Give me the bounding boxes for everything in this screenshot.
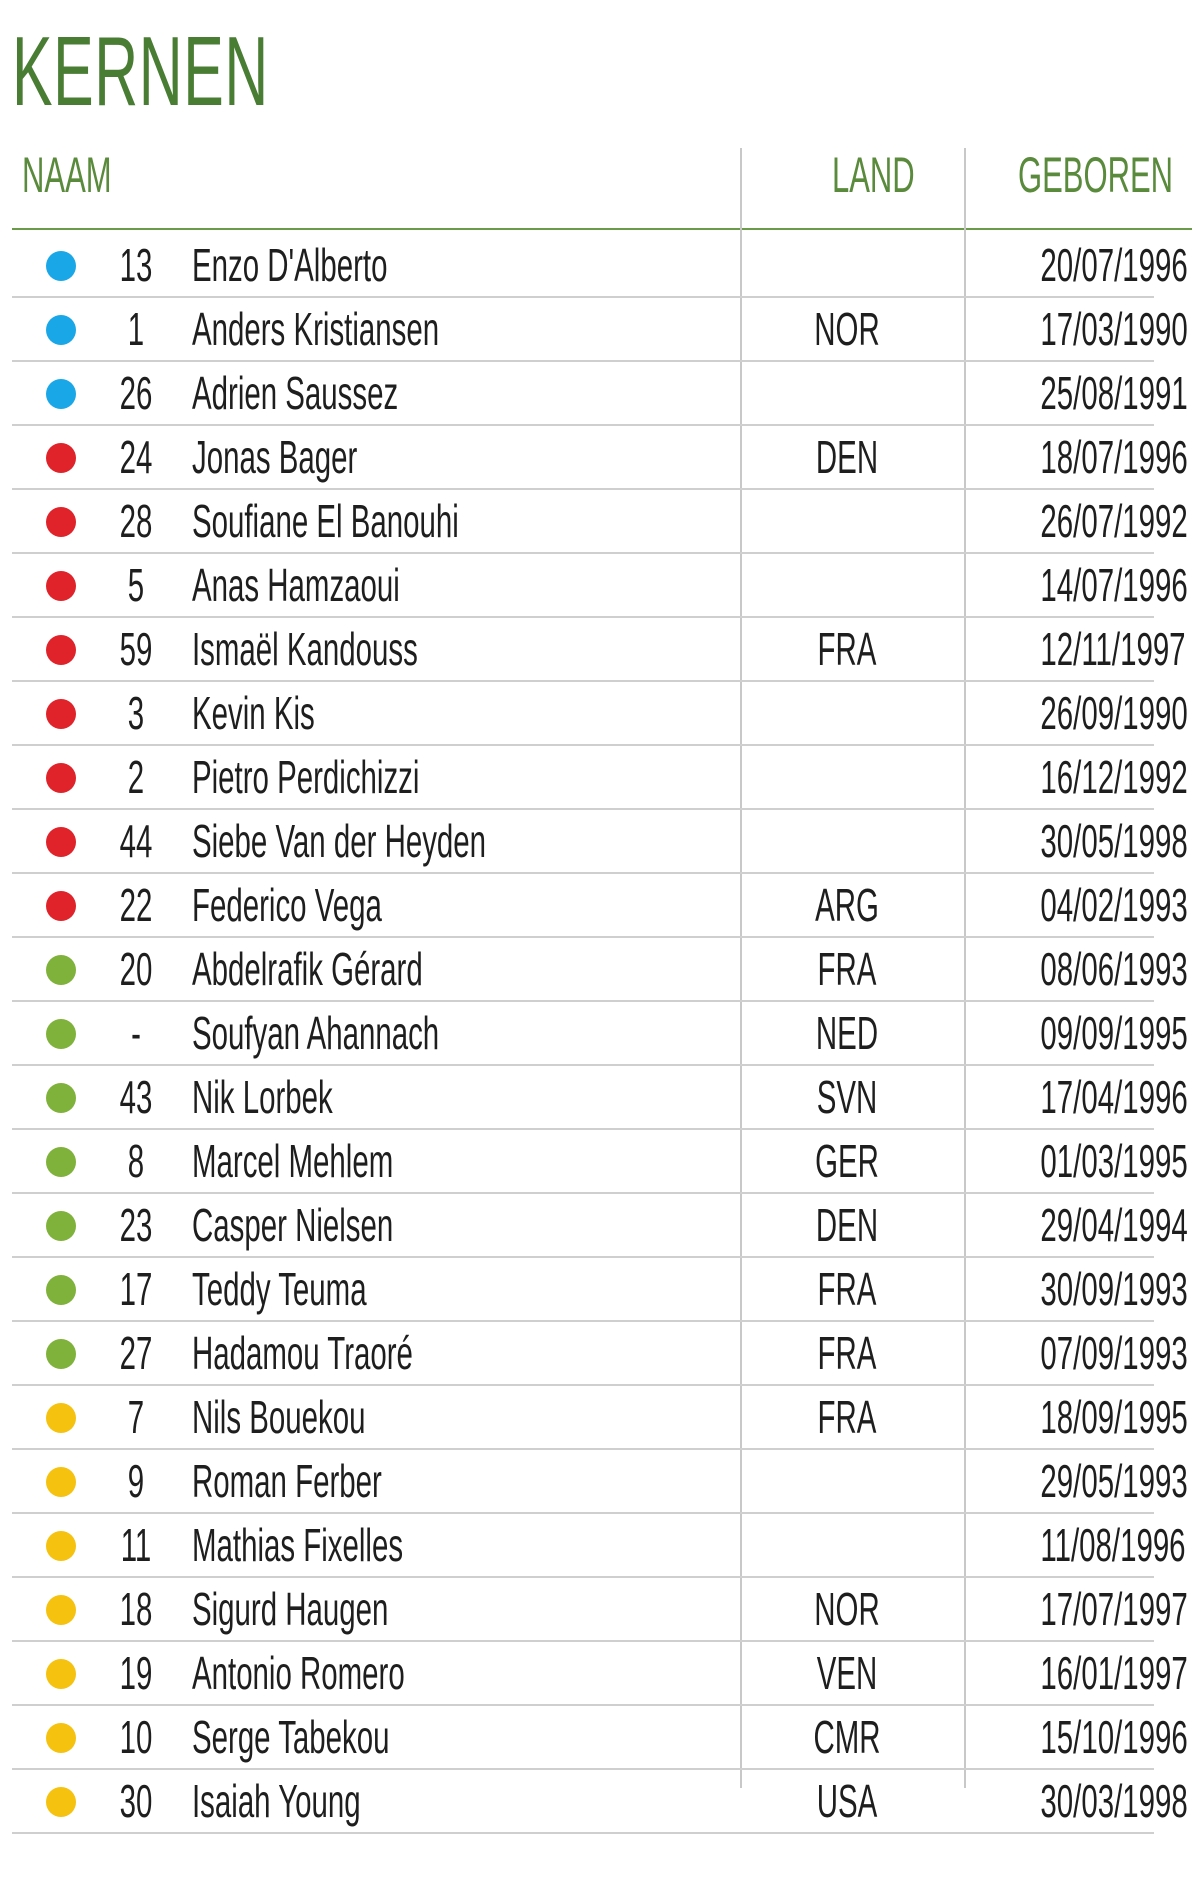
player-number: 11 xyxy=(120,1519,152,1571)
header-naam: NAAM xyxy=(22,147,112,203)
player-birthdate: 17/04/1996 xyxy=(1040,1071,1188,1123)
player-name: Adrien Saussez xyxy=(192,367,399,419)
position-dot-icon xyxy=(46,379,76,409)
player-birthdate: 26/07/1992 xyxy=(1040,495,1188,547)
player-birthdate: 14/07/1996 xyxy=(1040,559,1188,611)
player-number: 20 xyxy=(119,943,153,995)
player-country: GER xyxy=(815,1135,879,1187)
player-number: 17 xyxy=(119,1263,153,1315)
position-dot-icon xyxy=(46,1147,76,1177)
player-number: 13 xyxy=(119,239,153,291)
player-number: 43 xyxy=(119,1071,153,1123)
player-country: SVN xyxy=(816,1071,878,1123)
position-dot-icon xyxy=(46,955,76,985)
position-dot-icon xyxy=(46,1403,76,1433)
player-birthdate: 17/03/1990 xyxy=(1040,303,1188,355)
table-row xyxy=(12,1130,1188,1194)
player-birthdate: 17/07/1997 xyxy=(1040,1583,1188,1635)
player-country: FRA xyxy=(817,1263,877,1315)
player-name: Sigurd Haugen xyxy=(192,1583,389,1635)
table-header xyxy=(12,147,1192,230)
player-birthdate: 16/01/1997 xyxy=(1040,1647,1188,1699)
player-birthdate: 11/08/1996 xyxy=(1040,1519,1186,1571)
player-number: 59 xyxy=(119,623,153,675)
table-row xyxy=(12,1514,1186,1578)
table-row xyxy=(12,1450,1188,1514)
player-birthdate: 26/09/1990 xyxy=(1040,687,1188,739)
position-dot-icon xyxy=(46,571,76,601)
table-row xyxy=(12,810,1188,874)
table-row xyxy=(12,554,1188,618)
player-number: 24 xyxy=(119,431,153,483)
table-row xyxy=(12,426,1188,490)
player-name: Isaiah Young xyxy=(192,1775,361,1827)
table-row xyxy=(12,1642,1188,1706)
table-row xyxy=(12,618,1186,682)
player-name: Anders Kristiansen xyxy=(192,303,440,355)
position-dot-icon xyxy=(46,1019,76,1049)
player-name: Kevin Kis xyxy=(192,687,315,739)
player-number: 27 xyxy=(119,1327,153,1379)
player-birthdate: 25/08/1991 xyxy=(1040,367,1188,419)
table-row xyxy=(12,1322,1188,1386)
player-name: Ismaël Kandouss xyxy=(192,623,418,675)
position-dot-icon xyxy=(46,1595,76,1625)
table-row xyxy=(12,874,1188,938)
position-dot-icon xyxy=(46,443,76,473)
page-title: KERNEN xyxy=(12,16,269,126)
player-birthdate: 29/04/1994 xyxy=(1040,1199,1188,1251)
player-birthdate: 30/09/1993 xyxy=(1040,1263,1188,1315)
player-birthdate: 12/11/1997 xyxy=(1040,623,1186,675)
player-country: NOR xyxy=(814,1583,880,1635)
player-country: USA xyxy=(816,1775,878,1827)
position-dot-icon xyxy=(46,315,76,345)
player-number: 28 xyxy=(119,495,153,547)
player-number: 22 xyxy=(119,879,153,931)
position-dot-icon xyxy=(46,1467,76,1497)
position-dot-icon xyxy=(46,891,76,921)
table-row xyxy=(12,938,1188,1002)
player-name: Anas Hamzaoui xyxy=(192,559,400,611)
player-name: Casper Nielsen xyxy=(192,1199,394,1251)
position-dot-icon xyxy=(46,1723,76,1753)
player-birthdate: 15/10/1996 xyxy=(1040,1711,1188,1763)
player-number: - xyxy=(131,1007,141,1059)
player-table xyxy=(12,234,1188,1834)
table-row xyxy=(12,234,1188,298)
position-dot-icon xyxy=(46,1659,76,1689)
position-dot-icon xyxy=(46,763,76,793)
player-country: NOR xyxy=(814,303,880,355)
player-name: Abdelrafik Gérard xyxy=(192,943,423,995)
table-row xyxy=(12,1258,1188,1322)
table-row xyxy=(12,1578,1188,1642)
player-birthdate: 18/07/1996 xyxy=(1040,431,1188,483)
player-name: Enzo D'Alberto xyxy=(192,239,388,291)
player-name: Soufiane El Banouhi xyxy=(192,495,459,547)
player-name: Roman Ferber xyxy=(192,1455,382,1507)
player-name: Marcel Mehlem xyxy=(192,1135,394,1187)
position-dot-icon xyxy=(46,1083,76,1113)
player-number: 18 xyxy=(119,1583,153,1635)
player-birthdate: 18/09/1995 xyxy=(1040,1391,1188,1443)
player-country: NED xyxy=(815,1007,879,1059)
player-number: 7 xyxy=(127,1391,145,1443)
player-name: Soufyan Ahannach xyxy=(192,1007,440,1059)
player-birthdate: 04/02/1993 xyxy=(1040,879,1188,931)
player-country: FRA xyxy=(817,943,877,995)
player-birthdate: 20/07/1996 xyxy=(1040,239,1188,291)
player-number: 19 xyxy=(119,1647,153,1699)
player-country: CMR xyxy=(813,1711,881,1763)
position-dot-icon xyxy=(46,635,76,665)
player-birthdate: 01/03/1995 xyxy=(1040,1135,1188,1187)
player-birthdate: 29/05/1993 xyxy=(1040,1455,1188,1507)
table-row xyxy=(12,362,1188,426)
table-row xyxy=(12,746,1188,810)
position-dot-icon xyxy=(46,507,76,537)
table-row xyxy=(12,1066,1188,1130)
player-country: FRA xyxy=(817,623,877,675)
player-number: 5 xyxy=(127,559,145,611)
player-number: 44 xyxy=(119,815,153,867)
position-dot-icon xyxy=(46,827,76,857)
player-birthdate: 16/12/1992 xyxy=(1040,751,1188,803)
player-country: FRA xyxy=(817,1391,877,1443)
position-dot-icon xyxy=(46,1787,76,1817)
header-land: LAND xyxy=(832,147,915,203)
player-name: Siebe Van der Heyden xyxy=(192,815,487,867)
table-row xyxy=(12,1386,1188,1450)
table-row xyxy=(12,1770,1188,1834)
position-dot-icon xyxy=(46,1339,76,1369)
player-number: 1 xyxy=(127,303,145,355)
player-number: 23 xyxy=(119,1199,153,1251)
player-country: ARG xyxy=(815,879,879,931)
player-birthdate: 30/05/1998 xyxy=(1040,815,1188,867)
player-birthdate: 08/06/1993 xyxy=(1040,943,1188,995)
player-country: DEN xyxy=(815,1199,879,1251)
player-name: Teddy Teuma xyxy=(192,1263,367,1315)
player-name: Federico Vega xyxy=(192,879,382,931)
player-number: 8 xyxy=(127,1135,145,1187)
header-divider xyxy=(12,228,1192,230)
position-dot-icon xyxy=(46,1531,76,1561)
table-row xyxy=(12,1706,1188,1770)
player-name: Hadamou Traoré xyxy=(192,1327,413,1379)
position-dot-icon xyxy=(46,1211,76,1241)
position-dot-icon xyxy=(46,1275,76,1305)
player-birthdate: 30/03/1998 xyxy=(1040,1775,1188,1827)
player-name: Antonio Romero xyxy=(192,1647,405,1699)
player-name: Jonas Bager xyxy=(192,431,358,483)
player-number: 26 xyxy=(119,367,153,419)
player-name: Mathias Fixelles xyxy=(192,1519,404,1571)
player-number: 9 xyxy=(127,1455,145,1507)
player-number: 3 xyxy=(127,687,145,739)
table-row xyxy=(12,682,1188,746)
player-country: DEN xyxy=(815,431,879,483)
position-dot-icon xyxy=(46,699,76,729)
table-row xyxy=(12,1194,1188,1258)
header-geboren: GEBOREN xyxy=(1018,147,1174,203)
player-name: Pietro Perdichizzi xyxy=(192,751,420,803)
player-number: 30 xyxy=(119,1775,153,1827)
player-name: Nils Bouekou xyxy=(192,1391,366,1443)
player-name: Nik Lorbek xyxy=(192,1071,333,1123)
table-row xyxy=(12,298,1188,362)
player-country: VEN xyxy=(816,1647,878,1699)
player-number: 10 xyxy=(119,1711,153,1763)
player-country: FRA xyxy=(817,1327,877,1379)
player-name: Serge Tabekou xyxy=(192,1711,390,1763)
player-number: 2 xyxy=(127,751,145,803)
player-birthdate: 09/09/1995 xyxy=(1040,1007,1188,1059)
position-dot-icon xyxy=(46,251,76,281)
table-row xyxy=(12,1002,1188,1066)
table-row xyxy=(12,490,1188,554)
player-birthdate: 07/09/1993 xyxy=(1040,1327,1188,1379)
